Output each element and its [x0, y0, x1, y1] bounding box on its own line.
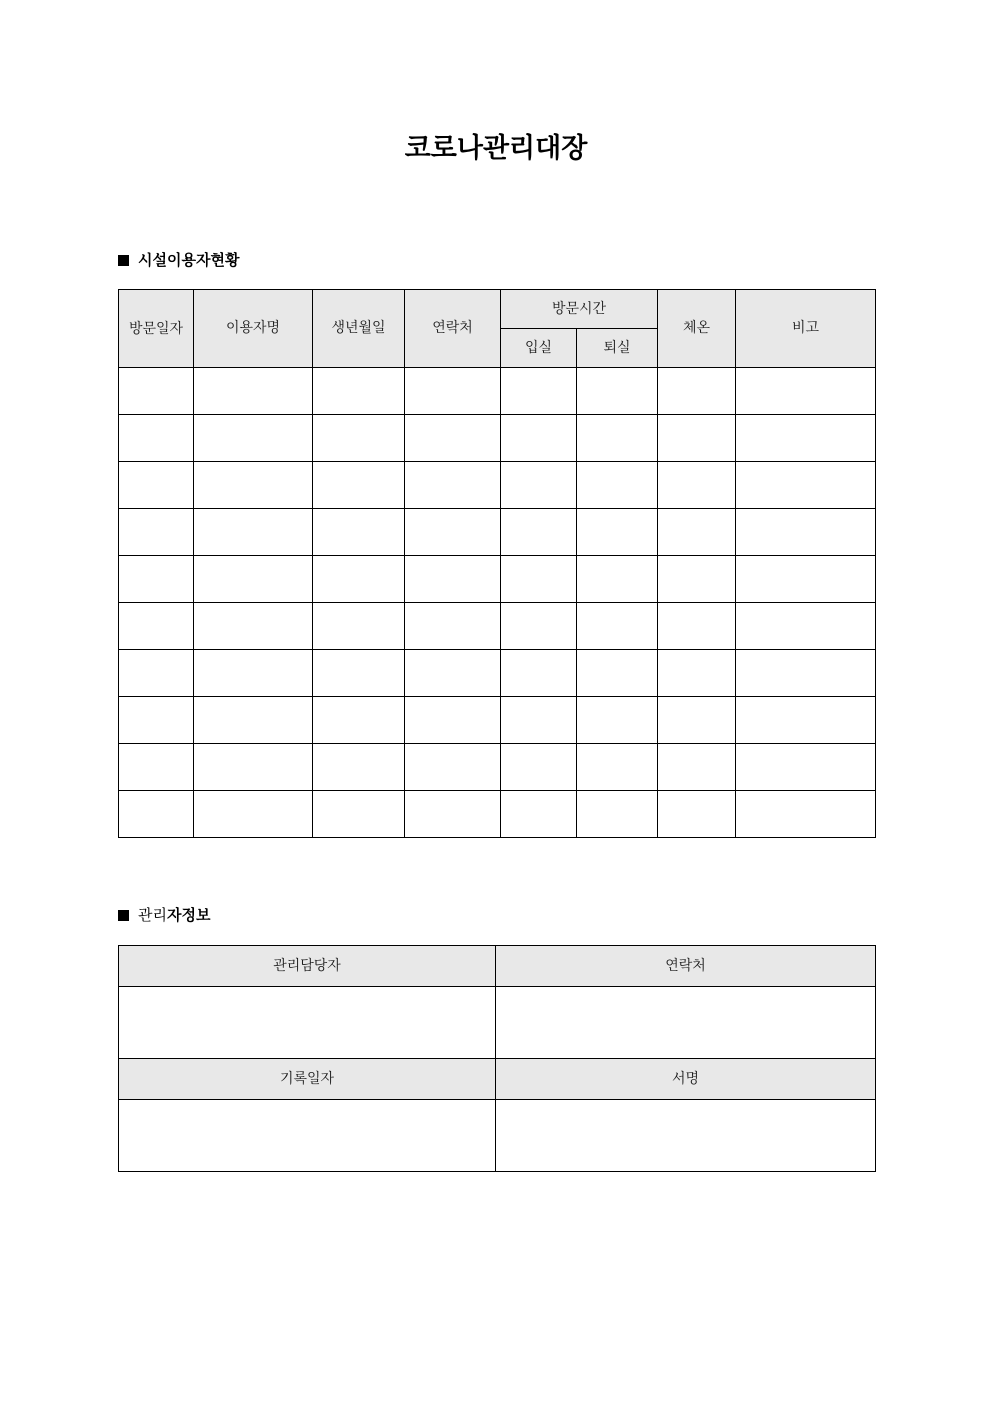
column-header-visit-time: 방문시간	[501, 290, 658, 329]
cell-time-in[interactable]	[501, 509, 577, 556]
cell-birth-date[interactable]	[313, 697, 405, 744]
field-label-signature: 서명	[496, 1059, 876, 1100]
section-heading-manager-label	[138, 905, 210, 925]
cell-time-out[interactable]	[577, 791, 658, 838]
cell-time-out[interactable]	[577, 650, 658, 697]
cell-user-name[interactable]	[194, 603, 313, 650]
table-row	[119, 791, 876, 838]
cell-time-out[interactable]	[577, 368, 658, 415]
cell-visit-date[interactable]	[119, 791, 194, 838]
manager-table-body	[119, 946, 876, 1172]
column-header-user-name: 이용자명	[194, 290, 313, 368]
column-header-time-out: 퇴실	[577, 329, 658, 368]
visitors-header-row-top	[119, 290, 876, 329]
cell-contact[interactable]	[405, 415, 501, 462]
cell-contact[interactable]	[405, 791, 501, 838]
cell-user-name[interactable]	[194, 744, 313, 791]
field-value-signature[interactable]	[496, 1100, 876, 1172]
cell-contact[interactable]	[405, 650, 501, 697]
manager-row-labels-2	[119, 1059, 876, 1100]
cell-visit-date[interactable]	[119, 556, 194, 603]
table-row	[119, 415, 876, 462]
section-heading-visitors	[118, 250, 239, 270]
filled-square-icon	[118, 910, 129, 921]
cell-visit-date[interactable]	[119, 650, 194, 697]
table-row	[119, 509, 876, 556]
cell-birth-date[interactable]	[313, 509, 405, 556]
column-header-visit-date: 방문일자	[119, 290, 194, 368]
cell-contact[interactable]	[405, 697, 501, 744]
cell-remarks[interactable]	[736, 650, 876, 697]
cell-temperature[interactable]	[658, 415, 736, 462]
cell-user-name[interactable]	[194, 368, 313, 415]
cell-temperature[interactable]	[658, 368, 736, 415]
column-header-contact: 연락처	[405, 290, 501, 368]
cell-birth-date[interactable]	[313, 415, 405, 462]
table-row	[119, 603, 876, 650]
column-header-birth-date: 생년월일	[313, 290, 405, 368]
cell-temperature[interactable]	[658, 603, 736, 650]
cell-user-name[interactable]	[194, 650, 313, 697]
cell-time-out[interactable]	[577, 697, 658, 744]
visitors-table-head	[119, 290, 876, 368]
field-value-manager-contact[interactable]	[496, 987, 876, 1059]
field-label-manager-contact: 연락처	[496, 946, 876, 987]
cell-time-out[interactable]	[577, 415, 658, 462]
table-row	[119, 650, 876, 697]
cell-time-in[interactable]	[501, 462, 577, 509]
cell-time-out[interactable]	[577, 603, 658, 650]
table-row	[119, 556, 876, 603]
cell-contact[interactable]	[405, 509, 501, 556]
cell-remarks[interactable]	[736, 556, 876, 603]
cell-visit-date[interactable]	[119, 509, 194, 556]
cell-remarks[interactable]	[736, 744, 876, 791]
cell-remarks[interactable]	[736, 415, 876, 462]
cell-contact[interactable]	[405, 603, 501, 650]
cell-user-name[interactable]	[194, 462, 313, 509]
cell-contact[interactable]	[405, 744, 501, 791]
cell-user-name[interactable]	[194, 415, 313, 462]
cell-visit-date[interactable]	[119, 462, 194, 509]
table-row	[119, 462, 876, 509]
cell-time-in[interactable]	[501, 415, 577, 462]
cell-time-in[interactable]	[501, 650, 577, 697]
cell-birth-date[interactable]	[313, 650, 405, 697]
table-row	[119, 697, 876, 744]
cell-birth-date[interactable]	[313, 744, 405, 791]
cell-visit-date[interactable]	[119, 415, 194, 462]
cell-remarks[interactable]	[736, 697, 876, 744]
cell-time-in[interactable]	[501, 368, 577, 415]
cell-remarks[interactable]	[736, 462, 876, 509]
cell-birth-date[interactable]	[313, 791, 405, 838]
section-heading-visitors-label: 시설이용자현황	[138, 251, 240, 269]
cell-temperature[interactable]	[658, 791, 736, 838]
cell-contact[interactable]	[405, 556, 501, 603]
cell-time-out[interactable]	[577, 744, 658, 791]
cell-user-name[interactable]	[194, 509, 313, 556]
cell-birth-date[interactable]	[313, 556, 405, 603]
section-heading-manager-label-soft: 관리	[138, 906, 167, 924]
cell-temperature[interactable]	[658, 650, 736, 697]
facility-visitors-table	[118, 289, 876, 838]
field-label-record-date: 기록일자	[119, 1059, 496, 1100]
cell-time-in[interactable]	[501, 744, 577, 791]
cell-remarks[interactable]	[736, 603, 876, 650]
cell-time-out[interactable]	[577, 509, 658, 556]
section-heading-manager-label-bold: 자정보	[166, 906, 211, 924]
cell-time-out[interactable]	[577, 462, 658, 509]
cell-visit-date[interactable]	[119, 744, 194, 791]
manager-row-labels-1	[119, 946, 876, 987]
cell-birth-date[interactable]	[313, 603, 405, 650]
cell-temperature[interactable]	[658, 556, 736, 603]
manager-row-values-2	[119, 1100, 876, 1172]
cell-time-in[interactable]	[501, 603, 577, 650]
cell-time-in[interactable]	[501, 697, 577, 744]
cell-user-name[interactable]	[194, 791, 313, 838]
manager-row-values-1	[119, 987, 876, 1059]
cell-user-name[interactable]	[194, 556, 313, 603]
cell-temperature[interactable]	[658, 509, 736, 556]
cell-time-in[interactable]	[501, 556, 577, 603]
cell-temperature[interactable]	[658, 462, 736, 509]
cell-birth-date[interactable]	[313, 462, 405, 509]
field-value-record-date[interactable]	[119, 1100, 496, 1172]
field-value-manager-person[interactable]	[119, 987, 496, 1059]
section-heading-manager	[118, 905, 210, 925]
cell-temperature[interactable]	[658, 697, 736, 744]
column-header-temperature: 체온	[658, 290, 736, 368]
cell-remarks[interactable]	[736, 791, 876, 838]
field-label-manager-person: 관리담당자	[119, 946, 496, 987]
cell-contact[interactable]	[405, 462, 501, 509]
cell-time-in[interactable]	[501, 791, 577, 838]
cell-remarks[interactable]	[736, 509, 876, 556]
cell-visit-date[interactable]	[119, 603, 194, 650]
cell-visit-date[interactable]	[119, 368, 194, 415]
table-row	[119, 744, 876, 791]
cell-birth-date[interactable]	[313, 368, 405, 415]
cell-visit-date[interactable]	[119, 697, 194, 744]
table-row	[119, 368, 876, 415]
cell-temperature[interactable]	[658, 744, 736, 791]
manager-info-table	[118, 945, 876, 1172]
visitors-table-body	[119, 368, 876, 838]
cell-time-out[interactable]	[577, 556, 658, 603]
cell-remarks[interactable]	[736, 368, 876, 415]
column-header-remarks: 비고	[736, 290, 876, 368]
cell-user-name[interactable]	[194, 697, 313, 744]
page-title: 코로나관리대장	[404, 133, 588, 164]
cell-contact[interactable]	[405, 368, 501, 415]
column-header-time-in: 입실	[501, 329, 577, 368]
filled-square-icon	[118, 255, 129, 266]
